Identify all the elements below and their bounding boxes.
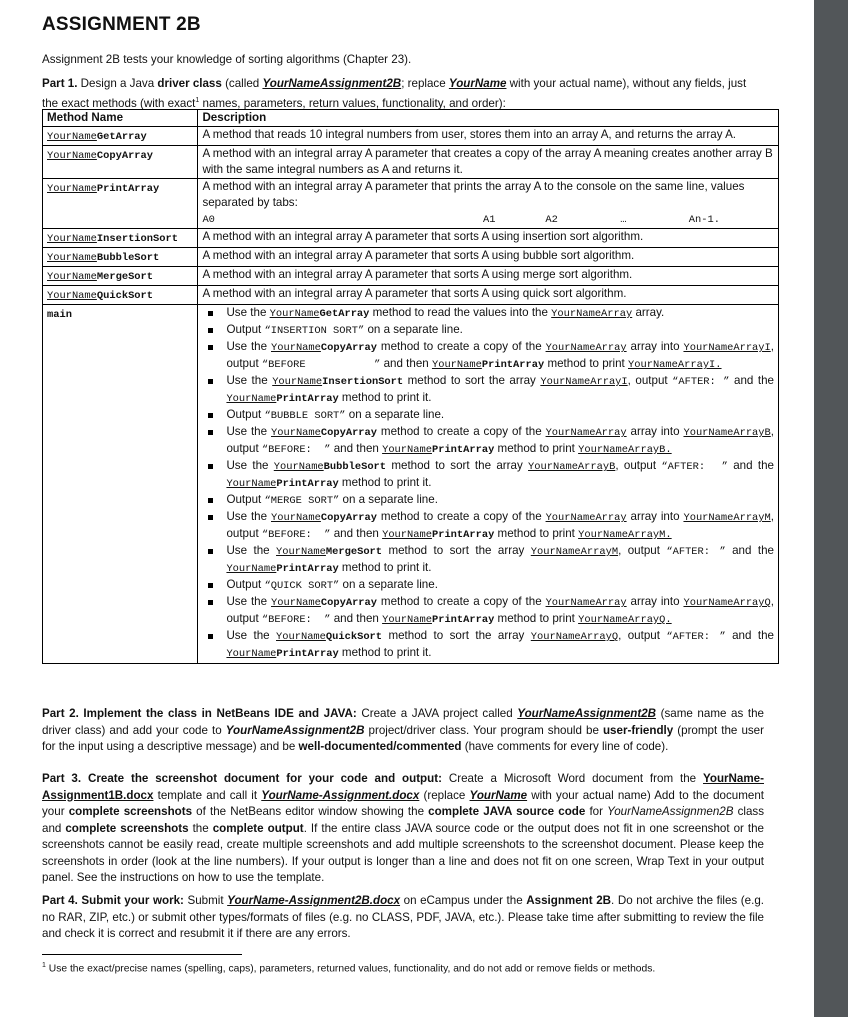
footnote: $^1$ Use the exact/precise names (spelling, caps), parameters, returned values, functionality, and do not add or remove fields or methods. [42, 962, 656, 975]
table-row: YourNamePrintArray A method with an integral array A parameter that prints the array A to the console on the same line, values separated by tabs: A0 A1 A2 … An-1. [43, 179, 779, 229]
list-item: Output “BUBBLE SORT” on a separate line. [202, 407, 774, 424]
list-item: Use the YourNameBubbleSort method to sort the array YourNameArrayB, output “AFTER: ” and the YourNamePrintArray method to print it. [202, 458, 774, 492]
part4-paragraph: Part 4. Submit your work: Submit YourName-Assignment2B.docx on eCampus under the Assignment 2B. Do not archive the files (e.g. no RAR, ZIP, etc.) or submit other types/formats of files (e.g. no CLASS, PDF, JAVA, etc.). Please take time after submitting to review the file and check it is correct and resubmit it if there are any errors. [42, 894, 765, 940]
methods-table [42, 109, 779, 664]
list-item: Use the YourNameCopyArray method to create a copy of the YourNameArray array into YourNameArrayI, output “BEFORE ” and then YourNamePrintArray method to print YourNameArrayI. [202, 339, 774, 373]
footnote-separator [42, 954, 242, 955]
table-row-main: main Use the YourNameGetArray method to read the values into the YourNameArray array. Output “INSERTION SORT” on a separate line. Use the YourNameCopyArray method to create a copy of the YourNameArray array into YourNameArrayI, output “BEFORE ” and then YourNamePrintArray method to print YourNameArrayI. Use the YourNameInsertionSort method to sort the array YourNameArrayI, output “AFTER: ” and the YourNamePrintArray method to print it. Output “BUBBLE SORT” on a separate line. Use the YourNameCopyArray method to create a copy of the YourNameArray array into YourNameArrayB, output “BEFORE: ” and then YourNamePrintArray method to print YourNameArrayB. Use the YourNameBubbleSort method to sort the array YourNameArrayB, output “AFTER: ” and the YourNamePrintArray method to print it. Output “MERGE SORT” on a separate line. Use the YourNameCopyArray method to create a copy of the YourNameArray array into YourNameArrayM, output “BEFORE: ” and then YourNamePrintArray method to print YourNameArrayM. Use the YourNameMergeSort method to sort the array YourNameArrayM, output “AFTER: ” and the YourNamePrintArray method to print it. Output “QUICK SORT” on a separate line. Use the YourNameCopyArray method to create a copy of the YourNameArray array into YourNameArrayQ, output “BEFORE: ” and then YourNamePrintArray method to print YourNameArrayQ. Use the YourNameQuickSort method to sort the array YourNameArrayQ, output “AFTER: ” and the YourNamePrintArray method to print it. [43, 305, 779, 664]
table-row: YourNameMergeSort A method with an integral array A parameter that sorts A using merge sort algorithm. [43, 267, 779, 286]
table-row: YourNameCopyArray A method with an integral array A parameter that creates a copy of the array A meaning creates another array B with the same integral numbers as A and returns it. [43, 146, 779, 179]
list-item: Use the YourNameGetArray method to read the values into the YourNameArray array. [202, 305, 774, 322]
table-row: YourNameGetArray A method that reads 10 integral numbers from user, stores them into an array A, and returns the array A. [43, 127, 779, 146]
list-item: Use the YourNameQuickSort method to sort the array YourNameArrayQ, output “AFTER: ” and the YourNamePrintArray method to print it. [202, 628, 774, 662]
list-item: Use the YourNameCopyArray method to create a copy of the YourNameArray array into YourNameArrayM, output “BEFORE: ” and then YourNamePrintArray method to print YourNameArrayM. [202, 509, 774, 543]
intro-paragraph: Assignment 2B tests your knowledge of sorting algorithms (Chapter 23). [42, 53, 412, 66]
list-item: Use the YourNameMergeSort method to sort the array YourNameArrayM, output “AFTER: ” and the YourNamePrintArray method to print it. [202, 543, 774, 577]
table-row: YourNameBubbleSort A method with an integral array A parameter that sorts A using bubble sort algorithm. [43, 248, 779, 267]
header-method-name: Method Name [43, 110, 198, 127]
list-item: Output “QUICK SORT” on a separate line. [202, 577, 774, 594]
list-item: Output “MERGE SORT” on a separate line. [202, 492, 774, 509]
footnote-ref: 1 [195, 96, 200, 104]
table-row: YourNameQuickSort A method with an integral array A parameter that sorts A using quick sort algorithm. [43, 286, 779, 305]
part2-paragraph: Part 2. Implement the class in NetBeans IDE and JAVA: Create a JAVA project called YourNameAssignment2B (same name as the driver class) and add your code to YourNameAssignment2B project/driver class. Your program should be user-friendly (prompt the user for the input using a descriptive message) and be well-documented/commented (have comments for every line of code). [42, 707, 764, 753]
list-item: Use the YourNameCopyArray method to create a copy of the YourNameArray array into YourNameArrayB, output “BEFORE: ” and then YourNamePrintArray method to print YourNameArrayB. [202, 424, 774, 458]
viewer-side-panel [814, 0, 848, 1017]
header-description: Description [198, 110, 779, 127]
list-item: Use the YourNameCopyArray method to create a copy of the YourNameArray array into YourNameArrayQ, output “BEFORE: ” and then YourNamePrintArray method to print YourNameArrayQ. [202, 594, 774, 628]
main-steps-list [202, 305, 774, 662]
list-item: Output “INSERTION SORT” on a separate line. [202, 322, 774, 339]
table-header-row [43, 110, 779, 127]
list-item: Use the YourNameInsertionSort method to sort the array YourNameArrayI, output “AFTER: ” and the YourNamePrintArray method to print it. [202, 373, 774, 407]
table-row: YourNameInsertionSort A method with an integral array A parameter that sorts A using insertion sort algorithm. [43, 229, 779, 248]
part1-paragraph: Part 1. Design a Java driver class (called YourNameAssignment2B; replace YourName with your actual name), without any fields, just the exact methods (with exact$^1$ names, parameters, return values, functionality, and order): [42, 77, 747, 110]
part3-paragraph: Part 3. Create the screenshot document for your code and output: Create a Microsoft Word document from the YourName-Assignment1B.docx template and call it YourName-Assignment.docx (replace YourName with your actual name) Add to the document your complete screenshots of the NetBeans editor window showing the complete JAVA source code for YourNameAssignmen2B class and complete screenshots the complete output. If the entire class JAVA source code or the output does not fit in one screenshot or the screenshots cannot be easily read, create multiple screenshots and add multiple screenshots to the screenshot document. Please keep the screenshots in order (look at the line numbers). If your output is longer than a line and does not fit on one screen, Wrap Text in your output panel. See the instructions on how to use the template. [42, 772, 765, 884]
assignment-title: ASSIGNMENT 2B [42, 14, 201, 35]
